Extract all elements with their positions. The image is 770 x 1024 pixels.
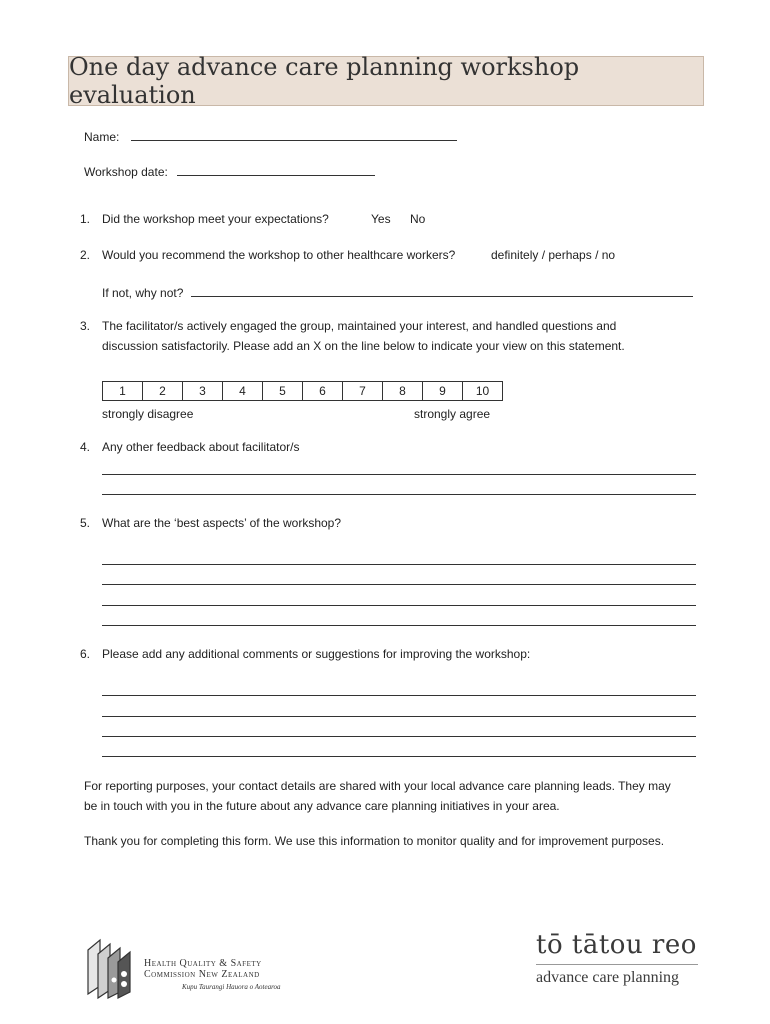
question-4-number: 4. — [80, 440, 91, 454]
q6-answer-line[interactable] — [102, 716, 696, 717]
name-field-row — [84, 128, 457, 144]
q4-answer-line[interactable] — [102, 494, 696, 495]
scale-cell[interactable]: 7 — [343, 382, 383, 400]
question-3-text-line-2: discussion satisfactorily. Please add an X on the line below to indicate your view on this statement. — [102, 339, 625, 353]
scale-cell[interactable]: 6 — [303, 382, 343, 400]
q5-answer-line[interactable] — [102, 605, 696, 606]
to-tatou-reo-wordmark: tō tātou reo — [536, 930, 697, 960]
q5-answer-line[interactable] — [102, 564, 696, 565]
name-label: Name: — [84, 130, 120, 144]
question-1-text: Did the workshop meet your expectations? — [102, 212, 329, 226]
scale-cell[interactable]: 10 — [475, 384, 490, 398]
scale-cell[interactable]: 1 — [103, 382, 143, 400]
logo-divider — [536, 964, 698, 965]
hqsc-emblem-icon — [84, 936, 144, 1000]
rating-scale — [102, 381, 503, 401]
q6-answer-line[interactable] — [102, 695, 696, 696]
scale-cell[interactable]: 2 — [143, 382, 183, 400]
q5-answer-line[interactable] — [102, 584, 696, 585]
q5-answer-line[interactable] — [102, 625, 696, 626]
q4-answer-line[interactable] — [102, 474, 696, 475]
thank-you-notice: Thank you for completing this form. We use this information to monitor quality and for improvement purposes. — [84, 834, 665, 848]
q1-option-no[interactable]: No — [410, 212, 426, 226]
page-title: One day advance care planning workshop evaluation — [69, 53, 580, 109]
advance-care-planning-tagline: advance care planning — [536, 969, 680, 986]
question-2-number: 2. — [80, 248, 91, 262]
title-banner — [68, 53, 704, 109]
q2-followup-row — [102, 284, 693, 300]
question-3-number: 3. — [80, 319, 91, 333]
question-2-text: Would you recommend the workshop to other healthcare workers? — [102, 248, 456, 262]
reporting-notice: For reporting purposes, your contact details are shared with your local advance care planning leads. They may be in touch with you in the future about any advance care planning initiatives in your area. — [84, 779, 671, 813]
hqsc-line-2: Commission New Zealand — [144, 969, 260, 980]
scale-cell[interactable]: 5 — [263, 382, 303, 400]
name-input-line[interactable] — [131, 128, 457, 141]
scale-cell[interactable]: 4 — [223, 382, 263, 400]
scale-high-label: strongly agree — [414, 407, 491, 421]
workshop-date-row — [84, 163, 375, 179]
q1-option-yes[interactable]: Yes — [371, 212, 391, 226]
question-3-text-line-1: The facilitator/s actively engaged the group, maintained your interest, and handled questions and — [102, 319, 617, 333]
workshop-date-input-line[interactable] — [177, 163, 375, 176]
q6-answer-line[interactable] — [102, 756, 696, 757]
workshop-date-label: Workshop date: — [84, 165, 168, 179]
question-6-text: Please add any additional comments or suggestions for improving the workshop: — [102, 647, 531, 661]
q2-followup-label: If not, why not? — [102, 286, 184, 300]
q6-answer-line[interactable] — [102, 736, 696, 737]
scale-cell[interactable]: 3 — [183, 382, 223, 400]
q2-followup-input-line[interactable] — [191, 284, 693, 297]
hqsc-wordmark — [144, 958, 281, 991]
scale-cell[interactable]: 8 — [383, 382, 423, 400]
q2-options[interactable]: definitely / perhaps / no — [491, 248, 616, 262]
question-1-number: 1. — [80, 212, 91, 226]
question-5-text: What are the ‘best aspects’ of the workshop? — [102, 516, 342, 530]
scale-low-label: strongly disagree — [102, 407, 194, 421]
question-5-number: 5. — [80, 516, 91, 530]
scale-cell[interactable]: 9 — [423, 382, 463, 400]
hqsc-logo — [84, 936, 284, 1000]
question-6-number: 6. — [80, 647, 91, 661]
to-tatou-reo-logo — [536, 930, 698, 987]
hqsc-maori-line: Kupu Taurangi Hauora o Aotearoa — [182, 983, 281, 991]
hqsc-line-1: Health Quality & Safety — [144, 958, 262, 969]
question-4-text: Any other feedback about facilitator/s — [102, 440, 300, 454]
